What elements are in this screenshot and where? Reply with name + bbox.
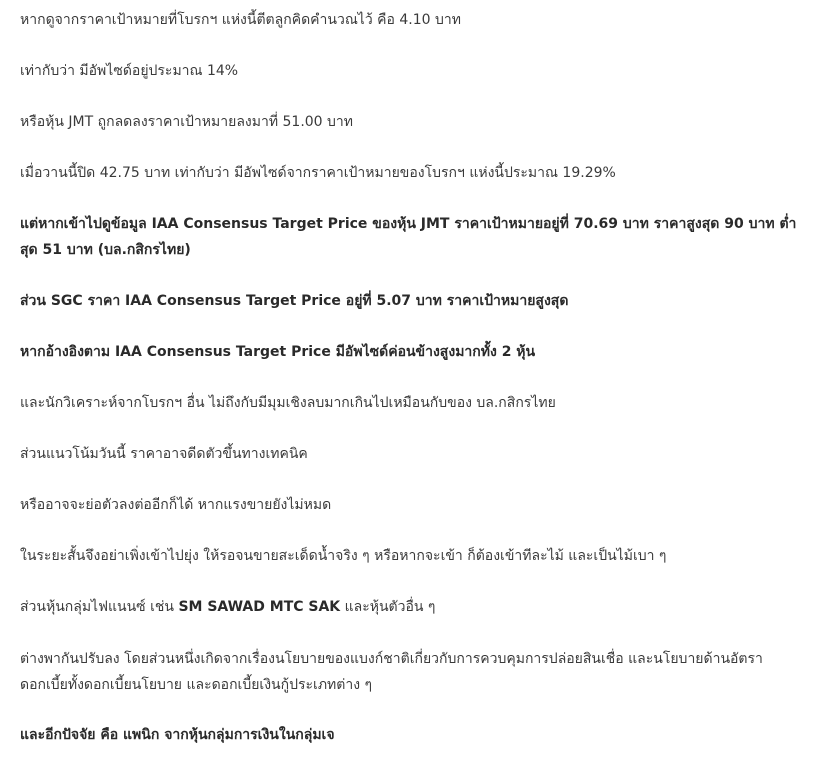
finance-stocks-prefix: ส่วนหุ้นกลุ่มไฟแนนซ์ เช่น <box>20 599 179 615</box>
finance-stocks-suffix: และหุ้นตัวอื่น ๆ <box>340 599 436 615</box>
paragraph-finance-stocks <box>20 594 800 620</box>
paragraph-sgc-consensus: ส่วน SGC ราคา IAA Consensus Target Price อยู่ที่ 5.07 บาท ราคาเป้าหมายสูงสุด <box>20 293 569 309</box>
paragraph-consensus-upside: หากอ้างอิงตาม IAA Consensus Target Price มีอัพไซด์ค่อนข้างสูงมากทั้ง 2 หุ้น <box>20 344 536 360</box>
paragraph-jmt-target-cut: หรือหุ้น JMT ถูกลดลงราคาเป้าหมายลงมาที่ 51.00 บาท <box>20 114 354 130</box>
paragraph-short-term-advice: ในระยะสั้นจึงอย่าเพิ่งเข้าไปยุ่ง ให้รอจนขายสะเด็ดน้ำจริง ๆ หรือหากจะเข้า ก็ต้องเข้าทีละไม้ และเป็นไม้เบา ๆ <box>20 548 667 564</box>
paragraph-kbank-target: หากดูจากราคาเป้าหมายที่โบรกฯ แห่งนี้ตีตลูกคิดคำนวณไว้ คือ 4.10 บาท <box>20 12 461 28</box>
paragraph-other-brokers: และนักวิเคราะห์จากโบรกฯ อื่น ไม่ถึงกับมีมุมเชิงลบมากเกินไปเหมือนกับของ บล.กสิกรไทย <box>20 395 556 411</box>
paragraph-trend-today: ส่วนแนวโน้มวันนี้ ราคาอาจดีดตัวขึ้นทางเทคนิค <box>20 446 308 462</box>
paragraph-bot-policy: ต่างพากันปรับลง โดยส่วนหนึ่งเกิดจากเรื่องนโยบายของแบงก์ชาติเกี่ยวกับการควบคุมการปล่อยสินเชื่อ และนโยบายด้านอัตราดอกเบี้ยทั้งดอกเบี้ยนโยบาย และดอกเบี้ยเงินกู้ประเภทต่าง ๆ <box>20 651 763 693</box>
paragraph-upside-14: เท่ากับว่า มีอัพไซด์อยู่ประมาณ 14% <box>20 63 239 79</box>
finance-stocks-tickers: SM SAWAD MTC SAK <box>178 599 341 615</box>
paragraph-may-decline: หรืออาจจะย่อตัวลงต่ออีกก็ได้ หากแรงขายยังไม่หมด <box>20 497 332 513</box>
paragraph-panic-factor: และอีกปัจจัย คือ แพนิก จากหุ้นกลุ่มการเงินในกลุ่มเจ <box>20 727 335 743</box>
paragraph-jmt-close: เมื่อวานนี้ปิด 42.75 บาท เท่ากับว่า มีอัพไซด์จากราคาเป้าหมายของโบรกฯ แห่งนี้ประมาณ 19.29% <box>20 165 616 181</box>
paragraph-jmt-consensus: แต่หากเข้าไปดูข้อมูล IAA Consensus Target Price ของหุ้น JMT ราคาเป้าหมายอยู่ที่ 70.69 บาท ราคาสูงสุด 90 บาท ต่ำสุด 51 บาท (บล.กสิกรไทย) <box>20 216 797 258</box>
